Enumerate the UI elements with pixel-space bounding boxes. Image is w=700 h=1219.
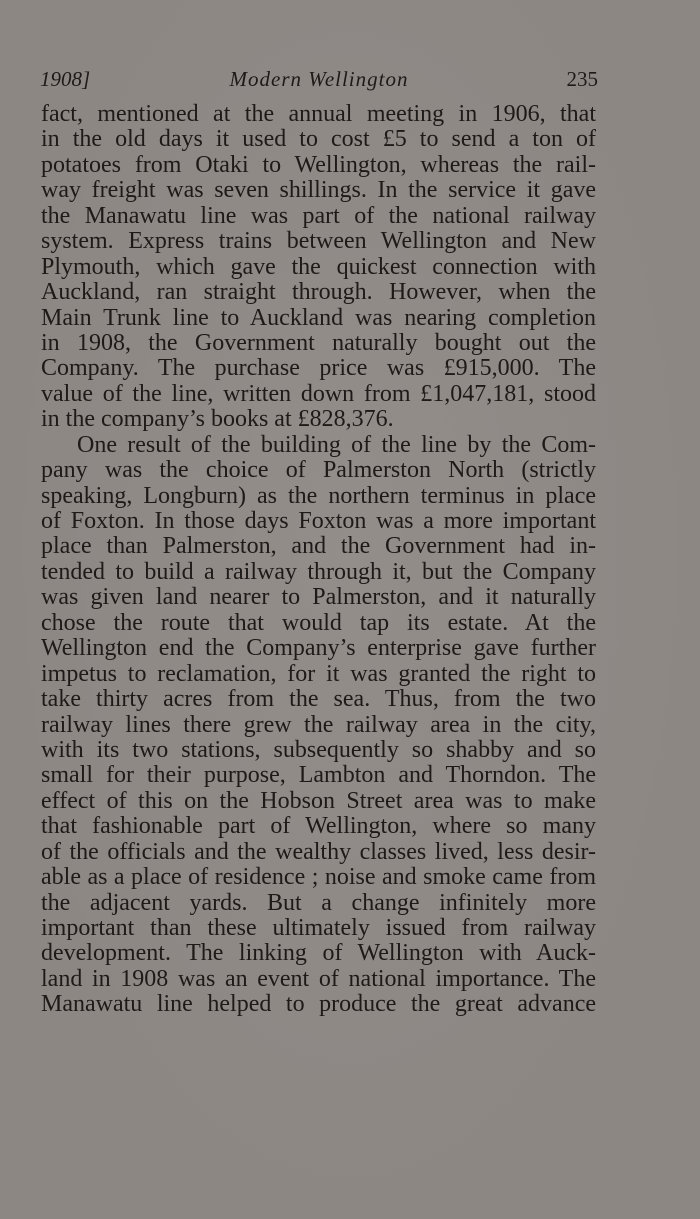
text-line: in the old days it used to cost £5 to send a ton of bbox=[41, 126, 596, 153]
running-header-date: 1908] bbox=[40, 67, 91, 91]
text-line: was given land nearer to Palmerston, and it naturally bbox=[41, 584, 596, 611]
text-line: speaking, Longburn) as the northern terminus in place bbox=[41, 482, 596, 509]
text-line: system. Express trains between Wellington and New bbox=[41, 228, 596, 255]
text-line: impetus to reclamation, for it was granted the right to bbox=[41, 660, 596, 687]
text-line: value of the line, written down from £1,047,181, stood bbox=[41, 380, 596, 407]
text-line: take thirty acres from the sea. Thus, from the two bbox=[41, 686, 596, 713]
text-line: Company. The purchase price was £915,000. The bbox=[41, 355, 596, 382]
text-line: small for their purpose, Lambton and Thorndon. The bbox=[41, 762, 596, 789]
body-text bbox=[41, 102, 596, 1018]
running-header-title: Modern Wellington bbox=[229, 67, 409, 91]
text-line: of the officials and the wealthy classes lived, less desir- bbox=[41, 838, 596, 865]
text-line: Main Trunk line to Auckland was nearing completion bbox=[41, 304, 596, 331]
text-line: land in 1908 was an event of national importance. The bbox=[41, 965, 596, 992]
text-line: Wellington end the Company’s enterprise gave further bbox=[41, 635, 596, 662]
paragraph-first-line: One result of the building of the line by the Com- bbox=[77, 431, 596, 458]
running-header bbox=[40, 64, 598, 94]
text-line: the Manawatu line was part of the national railway bbox=[41, 202, 596, 229]
text-line: development. The linking of Wellington with Auck- bbox=[41, 940, 596, 967]
text-line: Manawatu line helped to produce the great advance bbox=[41, 991, 596, 1018]
text-line: of Foxton. In those days Foxton was a more important bbox=[41, 508, 596, 534]
text-line: important than these ultimately issued from railway bbox=[41, 915, 596, 941]
text-line: place than Palmerston, and the Government had in- bbox=[41, 533, 596, 560]
text-line: chose the route that would tap its estate. At the bbox=[41, 609, 596, 636]
text-line: railway lines there grew the railway area in the city, bbox=[41, 711, 596, 738]
text-line: in 1908, the Government naturally bought out the bbox=[41, 329, 596, 356]
text-line: pany was the choice of Palmerston North (strictly bbox=[41, 457, 596, 484]
text-line: that fashionable part of Wellington, where so many bbox=[41, 813, 596, 840]
page-number: 235 bbox=[566, 67, 598, 91]
text-line: effect of this on the Hobson Street area was to make bbox=[41, 787, 596, 814]
text-line: able as a place of residence ; noise and smoke came from bbox=[41, 864, 596, 891]
text-line: potatoes from Otaki to Wellington, whereas the rail- bbox=[41, 151, 596, 178]
text-line: way freight was seven shillings. In the service it gave bbox=[41, 177, 596, 204]
text-line: with its two stations, subsequently so shabby and so bbox=[41, 736, 596, 763]
text-line: Auckland, ran straight through. However, when the bbox=[41, 279, 596, 306]
text-line: fact, mentioned at the annual meeting in 1906, that bbox=[41, 101, 596, 127]
text-line: tended to build a railway through it, but the Company bbox=[41, 558, 596, 585]
text-line: in the company’s books at £828,376. bbox=[41, 406, 394, 433]
text-line: the adjacent yards. But a change infinitely more bbox=[41, 889, 596, 916]
text-line: Plymouth, which gave the quickest connection with bbox=[41, 253, 596, 280]
